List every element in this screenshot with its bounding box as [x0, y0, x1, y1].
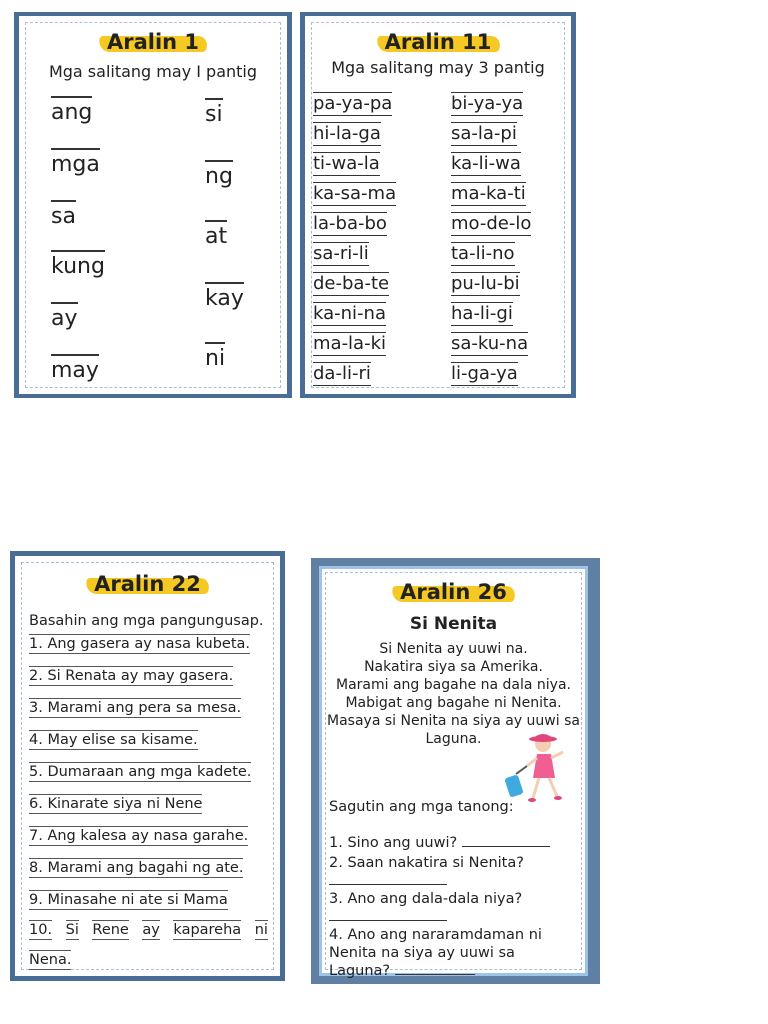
word-item: bi-ya-ya: [451, 93, 524, 114]
sentence-word: Si: [65, 922, 79, 938]
word-item: pu-lu-bi: [451, 273, 520, 294]
sentence-word: kapareha: [173, 922, 242, 938]
sentence-word: Rene: [92, 922, 129, 938]
word-item: hi-la-ga: [313, 123, 381, 144]
word-item: la-ba-bo: [313, 213, 387, 234]
question-text: Laguna?: [329, 963, 391, 979]
word-item: pa-ya-pa: [313, 93, 393, 114]
answer-blank[interactable]: [395, 974, 475, 975]
sentence-10-line: [29, 920, 268, 940]
word-item: ti-wa-la: [313, 153, 380, 174]
card-aralin-22: [10, 551, 285, 981]
word-item: ka-sa-ma: [313, 183, 397, 204]
word-item: mo-de-lo: [451, 213, 532, 234]
question-text: 1. Sino ang uuwi?: [329, 835, 458, 851]
card-subtitle: Mga salitang may 3 pantig: [331, 58, 545, 77]
story-line: Mabigat ang bagahe ni Nenita.: [345, 695, 562, 711]
sentence-item: 7. Ang kalesa ay nasa garahe.: [29, 828, 249, 844]
card-title: Aralin 22: [15, 572, 280, 596]
sentence-item: 9. Minasahe ni ate si Mama: [29, 892, 228, 908]
word-item: ng: [205, 160, 233, 190]
word-item: si: [205, 98, 223, 128]
sentence-item: 1. Ang gasera ay nasa kubeta.: [29, 636, 251, 652]
word-item: sa-ri-li: [313, 243, 369, 264]
answer-line: [329, 872, 447, 890]
word-item: sa-ku-na: [451, 333, 529, 354]
word-item: kung: [51, 250, 105, 280]
card-aralin-11: [300, 12, 576, 398]
sentence-item: 6. Kinarate siya ni Nene: [29, 796, 203, 812]
word-item: sa: [51, 200, 76, 230]
question-item: 2. Saan nakatira si Nenita?: [329, 855, 524, 871]
word-item: may: [51, 354, 99, 384]
sentence-item: 5. Dumaraan ang mga kadete.: [29, 764, 252, 780]
instruction-text: Basahin ang mga pangungusap.: [29, 613, 264, 629]
card-title: Aralin 1: [19, 30, 287, 54]
question-item: [329, 834, 550, 852]
card-subtitle: Mga salitang may I pantig: [48, 62, 258, 81]
card-title: Aralin 26: [319, 580, 588, 604]
question-item: Nenita na siya ay uuwi sa: [329, 945, 515, 961]
card-aralin-1: [14, 12, 292, 398]
word-item: kay: [205, 282, 244, 312]
sentence-item: Nena.: [29, 952, 72, 968]
word-item: ay: [51, 302, 78, 332]
sentence-word: ni: [254, 922, 268, 938]
word-item: ma-la-ki: [313, 333, 387, 354]
word-item: ka-ni-na: [313, 303, 386, 324]
story-line: Laguna.: [425, 731, 482, 747]
sentence-item: 4. May elise sa kisame.: [29, 732, 198, 748]
card-aralin-26: [311, 558, 600, 984]
word-item: li-ga-ya: [451, 363, 518, 384]
questions-prompt: Sagutin ang mga tanong:: [329, 799, 514, 815]
story-line: Nakatira siya sa Amerika.: [364, 659, 543, 675]
girl-with-suitcase-illustration: [501, 728, 571, 808]
answer-blank[interactable]: [329, 872, 447, 885]
story-line: Marami ang bagahe na dala niya.: [336, 677, 571, 693]
word-item: ka-li-wa: [451, 153, 521, 174]
story-title: Si Nenita: [409, 614, 498, 634]
sentence-item: 2. Si Renata ay may gasera.: [29, 668, 234, 684]
word-item: de-ba-te: [313, 273, 390, 294]
answer-line: [329, 908, 447, 926]
word-item: sa-la-pi: [451, 123, 517, 144]
sentence-item: 8. Marami ang bagahi ng ate.: [29, 860, 244, 876]
word-item: ni: [205, 342, 225, 372]
word-item: at: [205, 220, 227, 250]
sentence-item: 3. Marami ang pera sa mesa.: [29, 700, 242, 716]
word-item: da-li-ri: [313, 363, 371, 384]
answer-blank[interactable]: [329, 910, 447, 921]
word-item: ma-ka-ti: [451, 183, 526, 204]
story-line: Masaya si Nenita na siya ay uuwi sa: [327, 713, 580, 729]
question-item: 4. Ano ang nararamdaman ni: [329, 927, 542, 943]
question-item: 3. Ano ang dala-dala niya?: [329, 891, 523, 907]
word-item: ta-li-no: [451, 243, 515, 264]
story-line: Si Nenita ay uuwi na.: [379, 641, 528, 657]
word-item: ha-li-gi: [451, 303, 513, 324]
sentence-word: 10.: [29, 922, 53, 938]
answer-blank[interactable]: [462, 846, 550, 847]
sentence-word: ay: [142, 922, 160, 938]
word-item: mga: [51, 148, 100, 178]
card-title: Aralin 11: [305, 30, 571, 54]
question-item: [329, 962, 475, 980]
word-item: ang: [51, 96, 92, 126]
